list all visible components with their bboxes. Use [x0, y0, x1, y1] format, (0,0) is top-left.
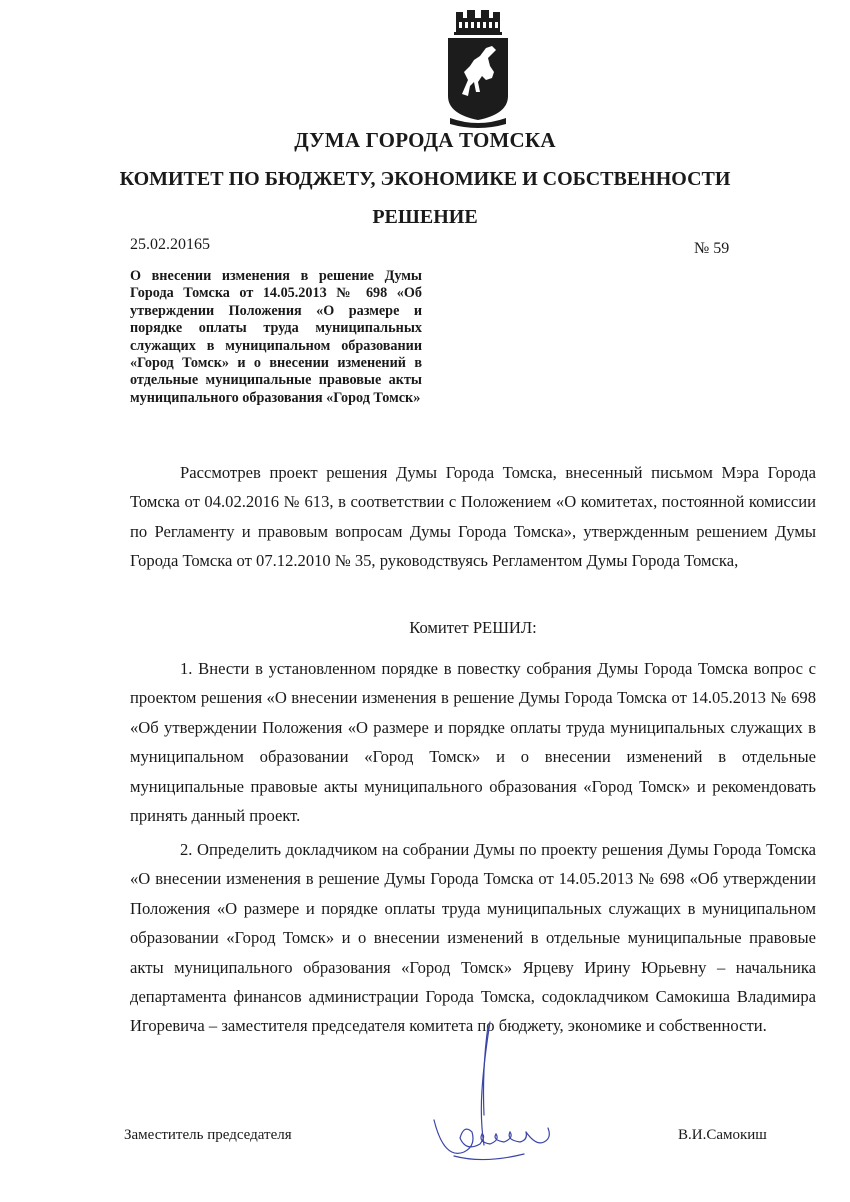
duma-title: ДУМА ГОРОДА ТОМСКА [294, 128, 556, 152]
tomsk-coat-of-arms-icon [442, 10, 514, 130]
decision-item-1: 1. Внести в установленном порядке в повестку собрания Думы Города Томска вопрос с проектом решения «О внесении изменения в решение Думы Города Томска от 14.05.2013 № 698 «Об утверждении Положения «О размере и порядке оплаты труда муниципальных служащих в муниципальном образовании «Город Томск» и о внесении изменений в отдельные муниципальные правовые акты муниципального образования «Город Томск» и рекомендовать принять данный проект. [130, 659, 816, 826]
intro-paragraph: Рассмотрев проект решения Думы Города Томска, внесенный письмом Мэра Города Томска от 04.02.2016 № 613, в соответствии с Положением «О комитетах, постоянной комиссии по Регламенту и правовым вопросам Думы Города Томска», утвержденным решением Думы Города Томска от 07.12.2010 № 35, руководствуясь Регламентом Думы Города Томска, [130, 463, 816, 571]
decision-title: РЕШЕНИЕ [372, 206, 478, 228]
signatory-role: Заместитель председателя [124, 1127, 292, 1143]
signatory-name: В.И.Самокиш [678, 1127, 767, 1143]
resolved-heading: Комитет РЕШИЛ: [409, 618, 537, 637]
handwritten-signature-icon [424, 1020, 564, 1170]
document-subject: О внесении изменения в решение Думы Города Томска от 14.05.2013 № 698 «Об утверждении Положения «О размере и порядке оплаты труда муниципальных служащих в муниципальном образовании «Город Томск» и о внесении изменений в отдельные муниципальные правовые акты муниципального образования «Город Томск» [130, 268, 422, 406]
document-number: № 59 [694, 240, 730, 257]
decision-item-2: 2. Определить докладчиком на собрании Думы по проекту решения Думы Города Томска «О внесении изменения в решение Думы Города Томска от 14.05.2013 № 698 «Об утверждении Положения «О размере и порядке оплаты труда муниципальных служащих в муниципальном образовании «Город Томск» и о внесении изменений в отдельные муниципальные правовые акты муниципального образования «Город Томск» Ярцеву Ирину Юрьевну – начальника департамента финансов администрации Города Томска, содокладчиком Самокиша Владимира Игоревича – заместителя председателя комитета по бюджету, экономике и собственности. [130, 840, 816, 1036]
committee-title: КОМИТЕТ ПО БЮДЖЕТУ, ЭКОНОМИКЕ И СОБСТВЕННОСТИ [119, 168, 731, 190]
document-date: 25.02.20165 [130, 236, 210, 253]
